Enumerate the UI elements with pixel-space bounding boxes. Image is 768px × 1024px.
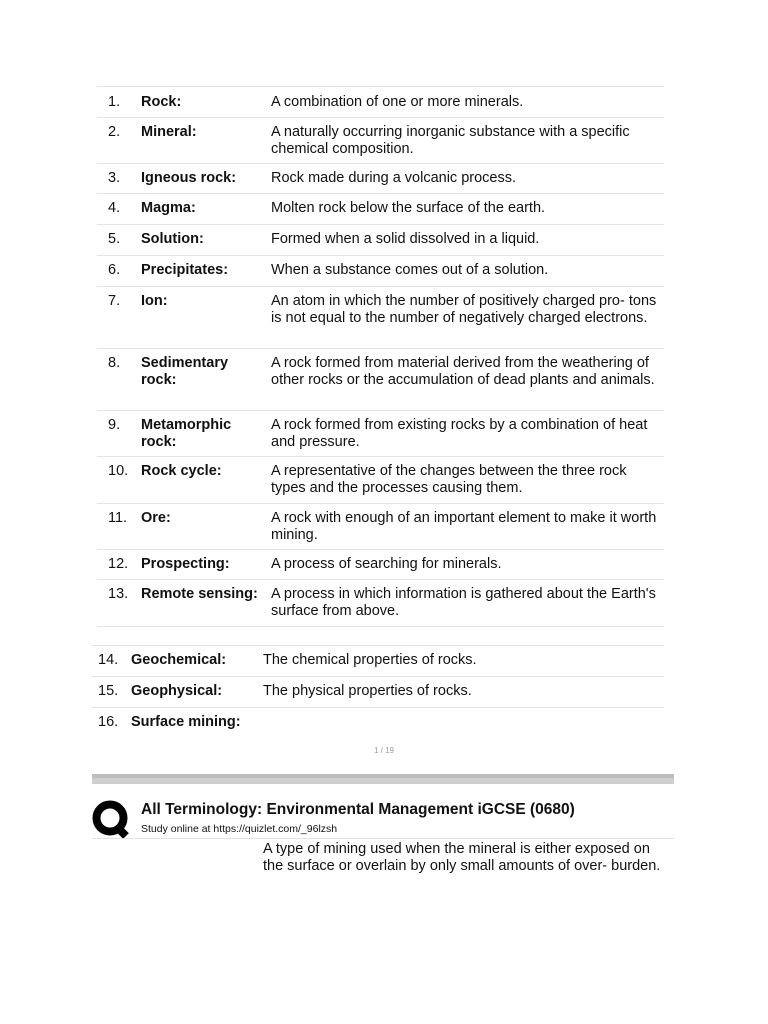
term-definition: Rock made during a volcanic process. — [271, 170, 517, 186]
table-row — [97, 287, 664, 349]
table-row — [97, 164, 664, 194]
table-row — [97, 457, 664, 504]
term-number: 2. — [108, 124, 121, 140]
term-definition: A representative of the changes between the three rock types and the processes causing them. — [271, 463, 627, 496]
term-number: 15. — [98, 683, 119, 699]
term-name: Magma: — [141, 200, 196, 216]
term-definition: A process of searching for minerals. — [271, 556, 502, 572]
table-row — [97, 550, 664, 580]
term-name: Ion: — [141, 293, 168, 309]
term-name: Surface mining: — [131, 714, 241, 730]
table-row — [97, 118, 664, 164]
term-number: 11. — [108, 510, 128, 526]
term-definition: Formed when a solid dissolved in a liquid. — [271, 231, 540, 247]
term-number: 1. — [108, 94, 121, 110]
term-definition: The chemical properties of rocks. — [263, 652, 477, 668]
term-definition-continued: A type of mining used when the mineral is either exposed on the surface or overlain by only small amounts of over- burden. — [263, 841, 661, 874]
term-name: Rock cycle: — [141, 463, 222, 479]
term-number: 14. — [98, 652, 119, 668]
term-definition: An atom in which the number of positively charged pro- tons is not equal to the number of negatively charged electrons. — [271, 293, 657, 326]
table-row — [92, 646, 664, 677]
table-row — [97, 580, 664, 627]
term-number: 10. — [108, 463, 129, 479]
table-row — [97, 225, 664, 256]
term-number: 12. — [108, 556, 129, 572]
term-name: Geochemical: — [131, 652, 227, 668]
term-number: 3. — [108, 170, 121, 186]
term-number: 9. — [108, 417, 121, 433]
table-row — [92, 677, 664, 708]
term-name: Precipitates: — [141, 262, 229, 278]
header-divider — [92, 838, 674, 839]
term-name: Igneous rock: — [141, 170, 237, 186]
term-name: Sedimentary rock: — [141, 355, 229, 388]
term-definition: A rock formed from existing rocks by a combination of heat and pressure. — [271, 417, 648, 450]
term-name: Mineral: — [141, 124, 197, 140]
table-row — [97, 504, 664, 550]
table-row — [97, 87, 664, 118]
page-indicator: 1 / 19 — [373, 746, 394, 755]
term-number: 5. — [108, 231, 121, 247]
term-name: Prospecting: — [141, 556, 230, 572]
table-row — [92, 708, 664, 738]
terminology-table-continued — [92, 645, 664, 738]
term-definition: A process in which information is gathered about the Earth's surface from above. — [271, 586, 656, 619]
term-name: Ore: — [141, 510, 171, 526]
term-name: Remote sensing: — [141, 586, 258, 602]
table-row — [97, 411, 664, 457]
quizlet-q-icon — [92, 800, 132, 843]
term-definition: A rock with enough of an important element to make it worth mining. — [271, 510, 657, 543]
term-definition: The physical properties of rocks. — [263, 683, 472, 699]
term-name: Metamorphic rock: — [141, 417, 232, 450]
term-name: Geophysical: — [131, 683, 223, 699]
term-definition: When a substance comes out of a solution. — [271, 262, 549, 278]
term-definition: A combination of one or more minerals. — [271, 94, 524, 110]
term-number: 16. — [98, 714, 119, 730]
term-definition: A rock formed from material derived from the weathering of other rocks or the accumulation of dead plants and animals. — [271, 355, 655, 388]
page-divider-shade — [92, 774, 674, 778]
terminology-table — [97, 86, 664, 627]
study-link-text: Study online at https://quizlet.com/_96lzsh — [141, 823, 338, 835]
term-number: 8. — [108, 355, 121, 371]
term-definition: Molten rock below the surface of the earth. — [271, 200, 546, 216]
table-row — [97, 349, 664, 411]
term-number: 13. — [108, 586, 129, 602]
term-name: Rock: — [141, 94, 182, 110]
table-row — [97, 194, 664, 225]
term-number: 4. — [108, 200, 121, 216]
term-number: 7. — [108, 293, 121, 309]
term-number: 6. — [108, 262, 121, 278]
term-name: Solution: — [141, 231, 204, 247]
term-definition: A naturally occurring inorganic substance with a specific chemical composition. — [271, 124, 630, 157]
table-row — [97, 256, 664, 287]
page-title: All Terminology: Environmental Management iGCSE (0680) — [141, 801, 575, 818]
